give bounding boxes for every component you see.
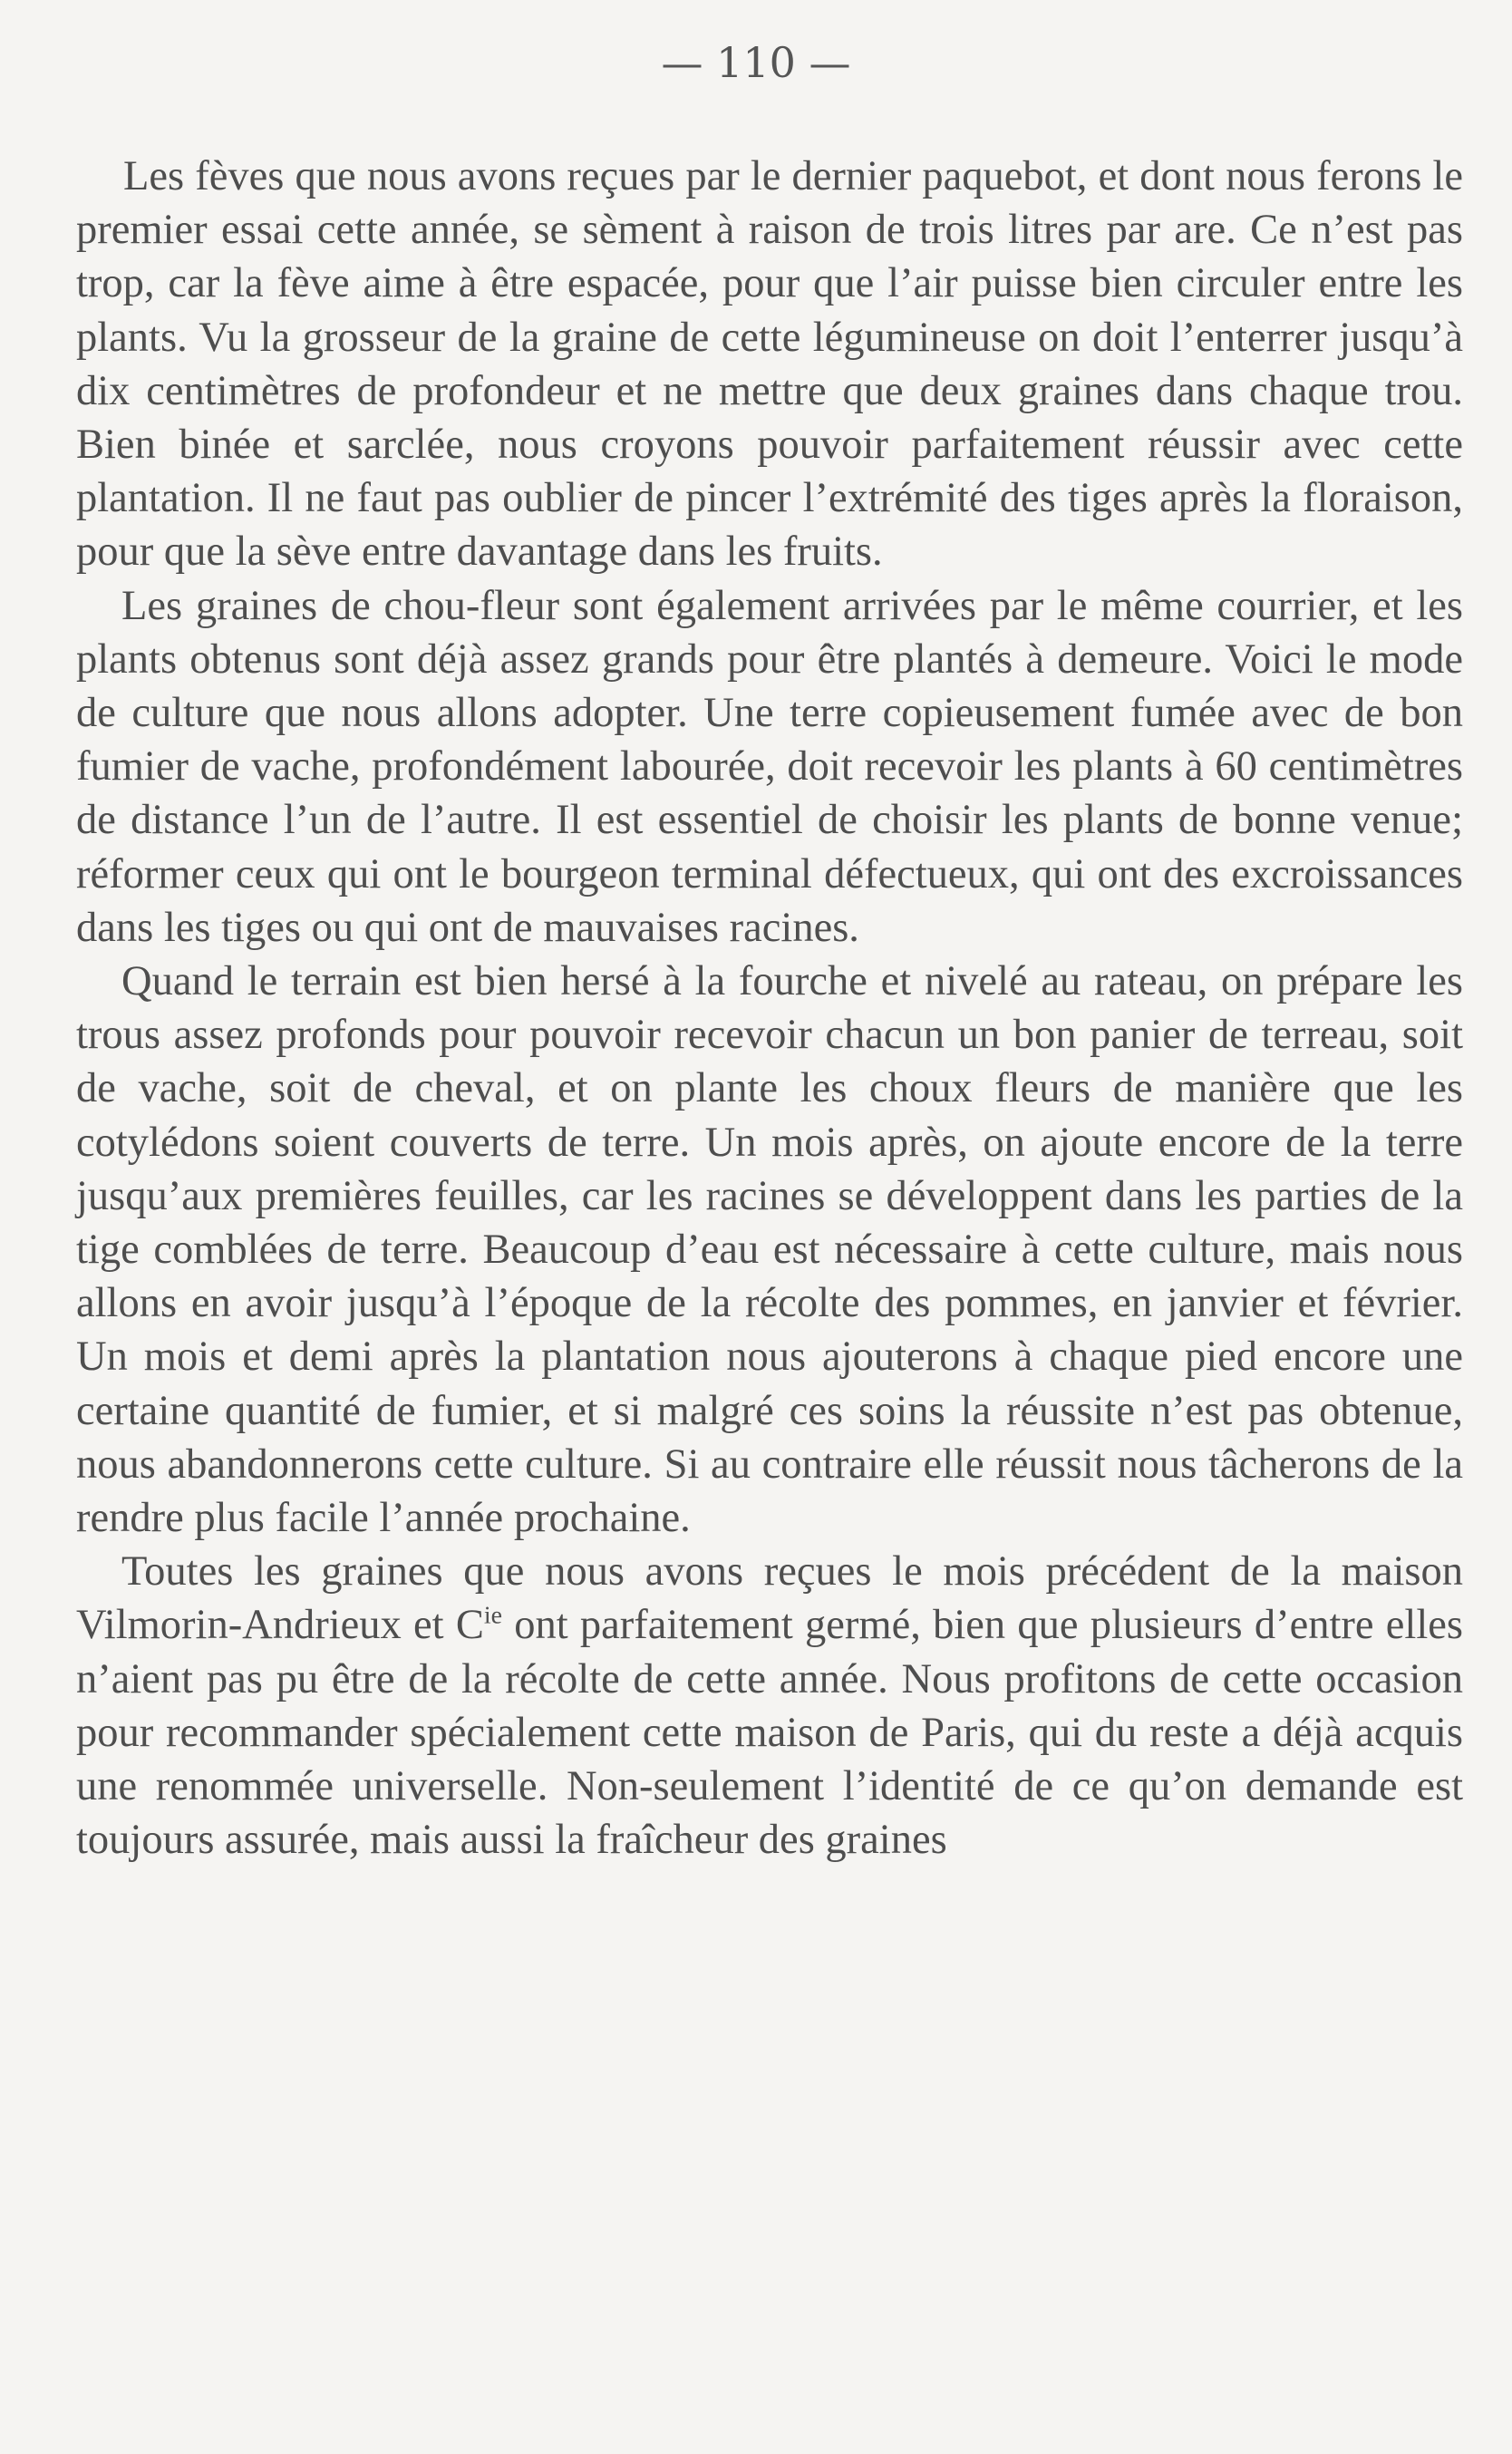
text-body [76,150,1463,1867]
paragraph-graines-text-before: Toutes les graines que nous avons reçues le mois précédent de la maison Vilmorin-Andrieux et C [76,1548,1463,1649]
company-abbreviation-superscript: ie [483,1601,502,1630]
paragraph-graines-vilmorin [76,1545,1463,1867]
paragraph-plantation: Quand le terrain est bien hersé à la fourche et nivelé au rateau, on prépare les trous assez profonds pour pouvoir recevoir chacun un bon panier de terreau, soit de vache, soit de cheval, et on plante les choux fleurs de manière que les cotylédons soient couverts de terre. Un mois après, on ajoute encore de la terre jusqu’aux premières feuilles, car les racines se développent dans les parties de la tige comblées de terre. Beaucoup d’eau est nécessaire à cette culture, mais nous allons en avoir jusqu’à l’époque de la récolte des pommes, en janvier et février. Un mois et demi après la plantation nous ajouterons à chaque pied encore une certaine quantité de fumier, et si malgré ces soins la réussite n’est pas obtenue, nous abandonnerons cette culture. Si au contraire elle réussit nous tâcherons de la rendre plus facile l’année prochaine. [76,958,1463,1542]
page-number: — 110 — [661,38,851,87]
paragraph-chou-fleur: Les graines de chou-fleur sont également arrivées par le même courrier, et les plants obtenus sont déjà assez grands pour être plantés à demeure. Voici le mode de culture que nous allons adopter. Une terre copieusement fumée avec de bon fumier de vache, profondément labourée, doit recevoir les plants à 60 centimètres de distance l’un de l’autre. Il est essentiel de choisir les plants de bonne venue; réformer ceux qui ont le bourgeon terminal défectueux, qui ont des excroissances dans les tiges ou qui ont de mauvaises racines. [76,582,1463,951]
paragraph-graines-text-after: ont parfaitement germé, bien que plusieurs d’entre elles n’aient pas pu être de la récolte de cette année. Nous profitons de cette occasion pour recommander spécialement cette maison de Paris, qui du reste a déjà acquis une renommée universelle. Non-seulement l’identité de ce qu’on demande est toujours assurée, mais aussi la fraîcheur des graines [76,1602,1463,1864]
paragraph-feves: Les fèves que nous avons reçues par le dernier paquebot, et dont nous ferons le premier essai cette année, se sèment à raison de trois litres par are. Ce n’est pas trop, car la fève aime à être espacée, pour que l’air puisse bien circuler entre les plants. Vu la grosseur de la graine de cette légumineuse on doit l’enterrer jusqu’à dix centimètres de profondeur et ne mettre que deux graines dans chaque trou. Bien binée et sarclée, nous croyons pouvoir parfaitement réussir avec cette plantation. Il ne faut pas oublier de pincer l’extrémité des tiges après la floraison, pour que la sève entre davantage dans les fruits. [76,153,1463,576]
